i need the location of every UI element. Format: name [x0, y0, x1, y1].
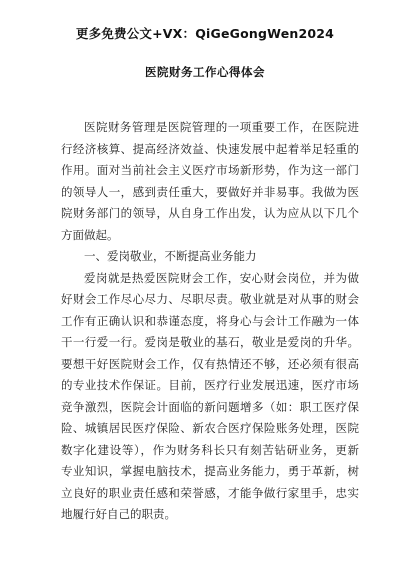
paragraph-line: 作用。面对当前社会主义医疗市场新形势，作为这一部门: [61, 163, 359, 177]
document-body: [61, 117, 359, 526]
paragraph-line: 竞争激烈，医院会计面临的新问题增多（如：职工医疗保: [61, 399, 359, 414]
paragraph-line: 干一行爱一行。爱岗是敬业的基石，敬业是爱岗的升华。: [61, 335, 359, 349]
document-title: 医院财务工作心得体会: [145, 65, 265, 79]
paragraph-line: 险、城镇居民医疗保险、新农合医疗保险账务处理，医院: [61, 421, 359, 435]
paragraph-line: 要想干好医院财会工作，仅有热情还不够，还必须有很高: [61, 356, 359, 371]
paragraph-section-one: [61, 268, 359, 526]
section-heading: [61, 246, 359, 268]
paragraph-line: 好财会工作尽心尽力、尽职尽责。敬业就是对从事的财会: [61, 292, 359, 306]
paragraph-line: 方面做起。: [61, 227, 119, 242]
paragraph-line: 医院财务管理是医院管理的一项重要工作，在医院进: [84, 120, 359, 134]
paragraph-line: 行经济核算、提高经济效益、快速发展中起着举足轻重的: [61, 141, 359, 156]
paragraph-line: 院财务部门的领导，从自身工作出发，认为应从以下几个: [61, 206, 359, 220]
paragraph-line: 地履行好自己的职责。: [61, 507, 176, 521]
section-heading-text: 一、爱岗敬业，不断提高业务能力: [84, 249, 257, 263]
paragraph-line: 专业知识，掌握电脑技术，提高业务能力，勇于革新，树: [61, 464, 359, 478]
paragraph-line: 的专业技术作保证。目前，医疗行业发展迅速，医疗市场: [61, 378, 359, 392]
paragraph-line: 工作有正确认识和恭谨态度，将身心与会计工作融为一体: [61, 313, 359, 328]
paragraph-line: 立良好的职业责任感和荣誉感，才能争做行家里手，忠实: [61, 485, 359, 500]
paragraph-line: 数字化建设等），作为财务科长只有刻苦钻研业务，更新: [61, 442, 359, 457]
paragraph-line: 的领导人一，感到责任重大，要做好并非易事。我做为医: [61, 184, 359, 199]
watermark-header: 更多免费公文+VX：QiGeGongWen2024: [75, 26, 335, 41]
paragraph-intro: [61, 117, 359, 246]
paragraph-line: 爱岗就是热爱医院财会工作，安心财会岗位，并为做: [84, 270, 359, 285]
